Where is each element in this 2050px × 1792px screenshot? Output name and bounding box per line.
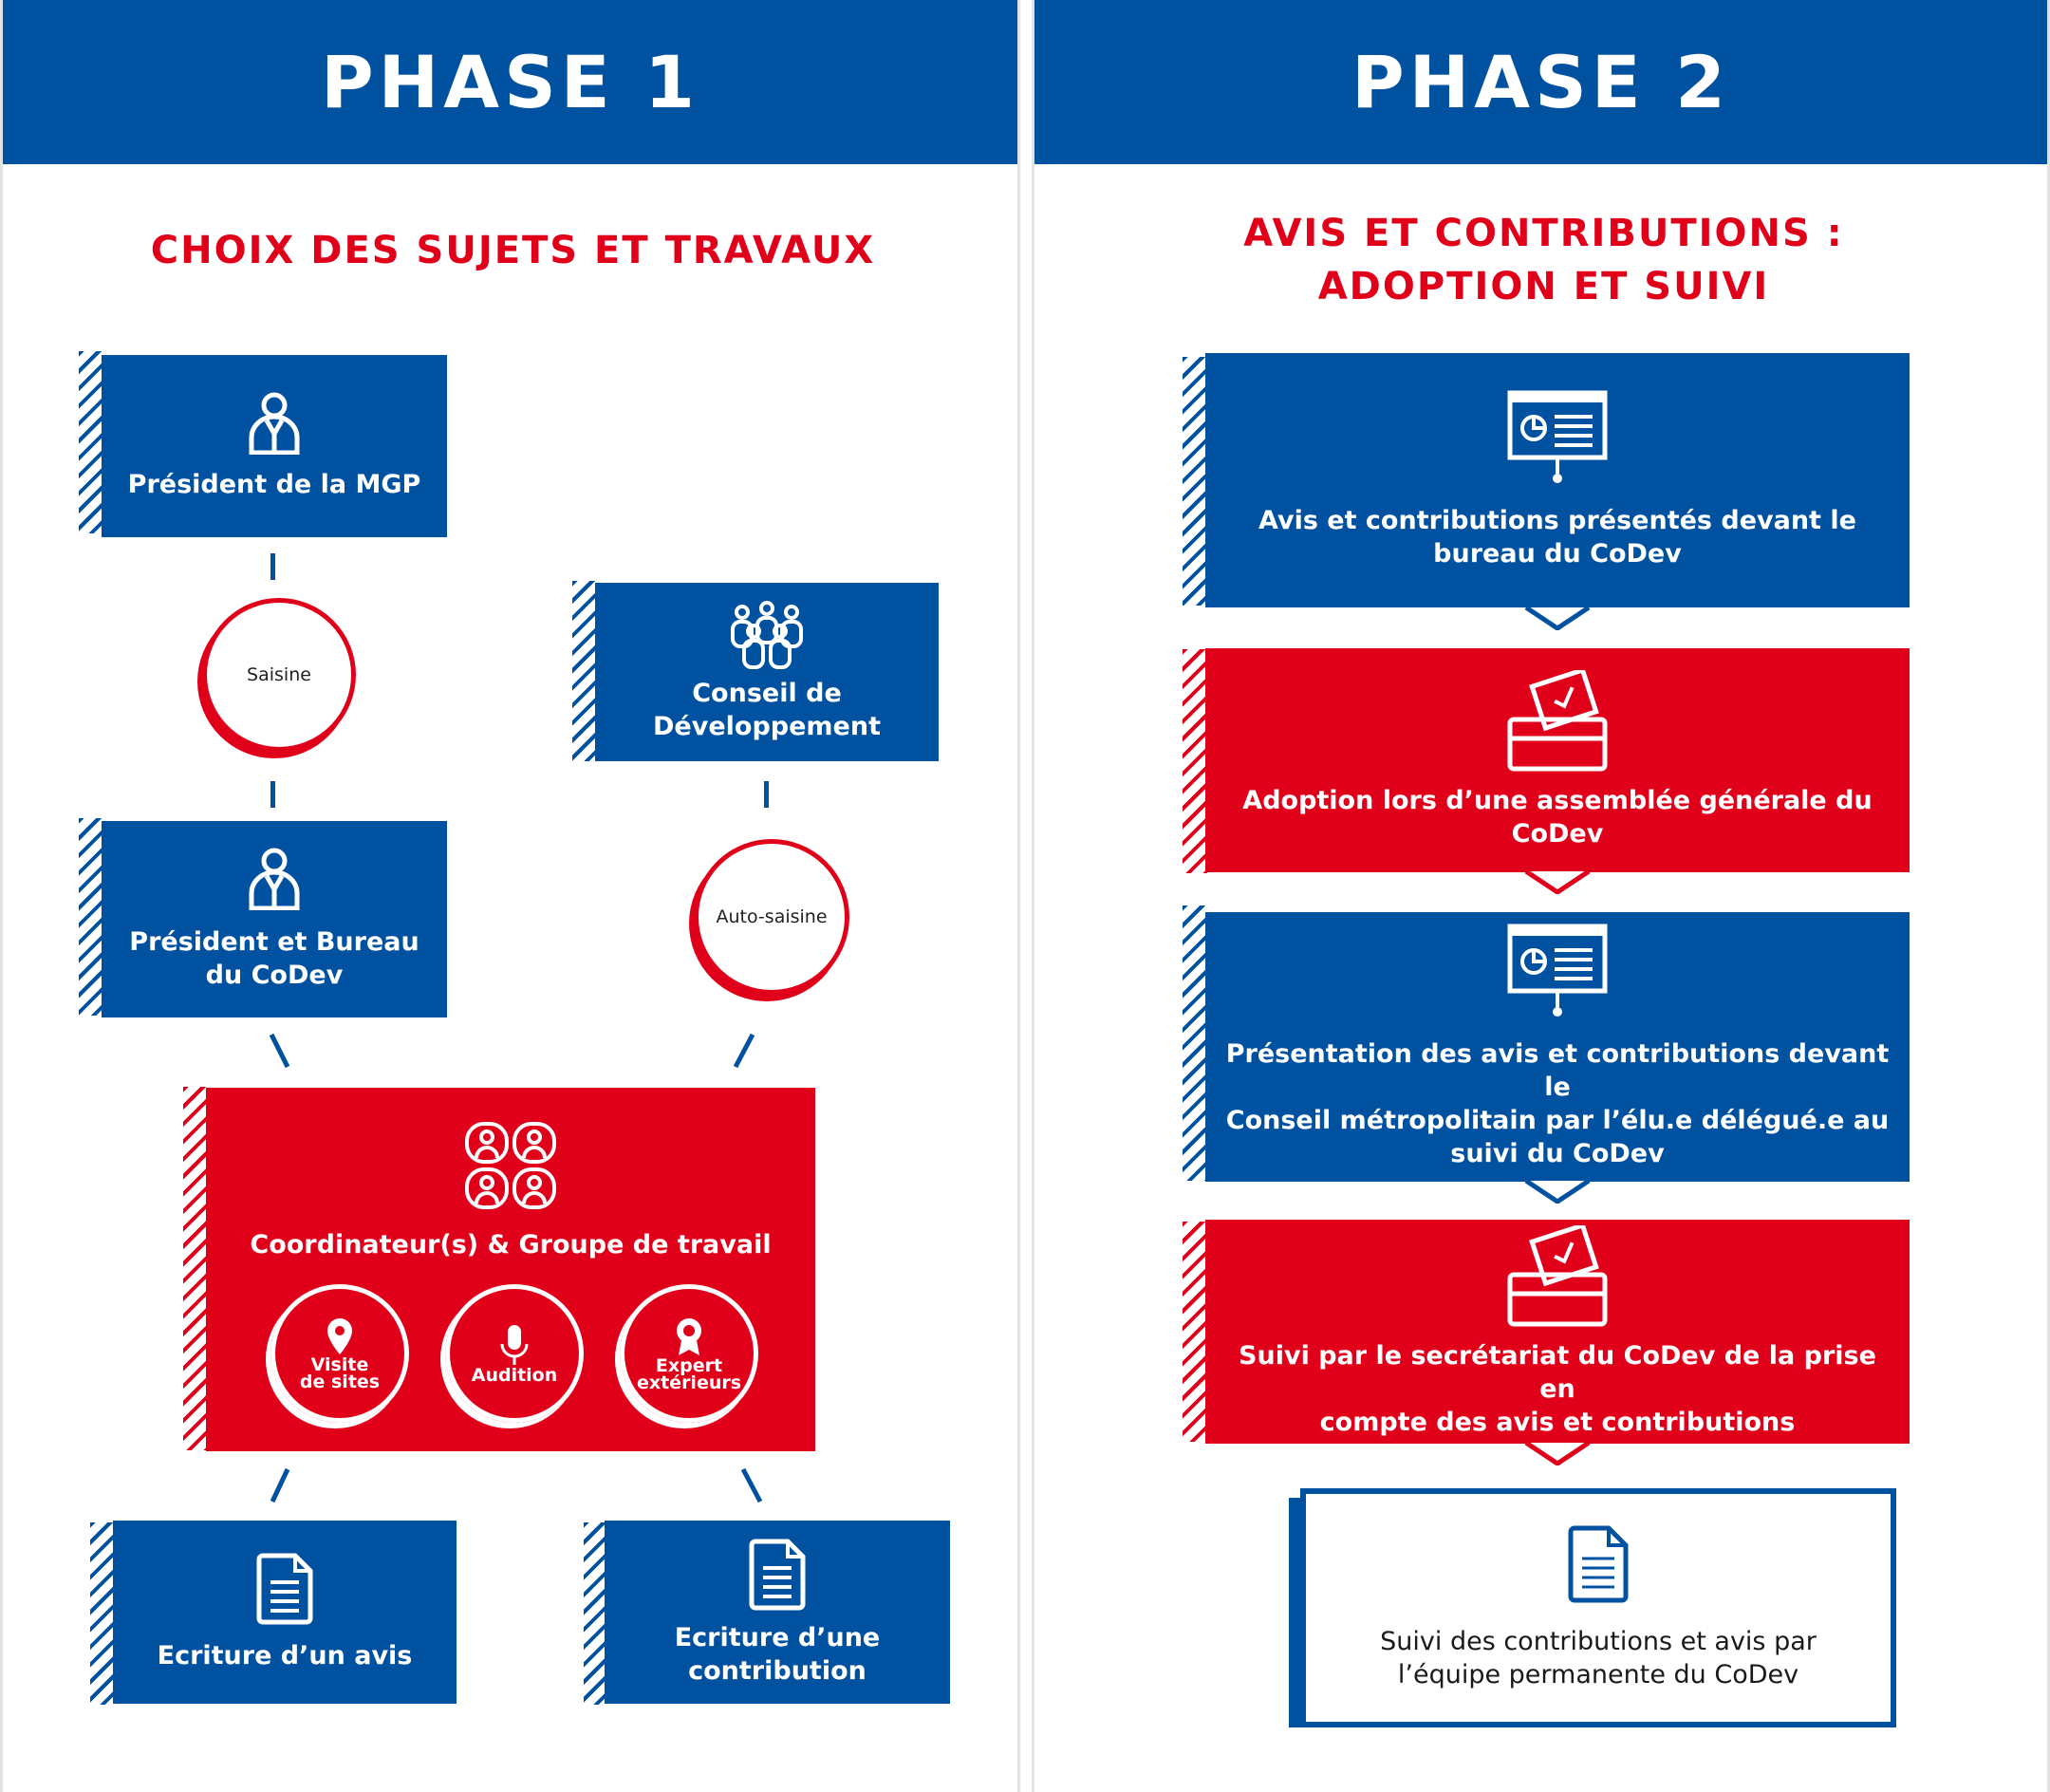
step2-label-2: CoDev: [1511, 819, 1604, 849]
work-group-icon: [463, 1120, 558, 1211]
step4-label-2: compte des avis et contributions: [1319, 1407, 1796, 1437]
visite-circle: [270, 1284, 409, 1423]
hatch-decoration: [1183, 649, 1207, 873]
president-mgp-label: Président de la MGP: [127, 469, 421, 499]
phase2-panel: [1032, 0, 2050, 1792]
hatch-decoration: [1183, 357, 1207, 606]
step5-label-1: Suivi des contributions et avis par: [1380, 1627, 1817, 1656]
chevron-down-icon: [1524, 1443, 1591, 1465]
step1-label-2: bureau du CoDev: [1433, 539, 1682, 569]
ballot-box-icon: [1504, 1225, 1611, 1328]
phase2-subtitle-line2: ADOPTION ET SUIVI: [1317, 265, 1770, 308]
step3-box: [1205, 912, 1910, 1182]
chevron-down-icon: [1524, 871, 1591, 894]
expert-label-1: Expert: [655, 1355, 723, 1376]
hatch-decoration: [183, 1087, 208, 1450]
step5-label-2: l’équipe permanente du CoDev: [1397, 1660, 1799, 1689]
connector: [743, 1469, 760, 1502]
visite-label-1: Visite: [310, 1354, 369, 1375]
president-bureau-label-2: du CoDev: [205, 960, 344, 990]
hatch-decoration: [1183, 905, 1207, 1181]
step5-box: [1300, 1488, 1896, 1727]
document-icon: [748, 1538, 807, 1612]
phase1-title: PHASE 1: [320, 40, 700, 124]
audition-label: Audition: [471, 1365, 558, 1386]
connector: [272, 1469, 288, 1502]
ecriture-contribution-label-1: Ecriture d’une: [674, 1622, 881, 1652]
president-bureau-label-1: Président et Bureau: [129, 926, 419, 957]
ecriture-contribution-label-2: contribution: [688, 1655, 867, 1686]
microphone-icon: [498, 1323, 531, 1367]
auto-saisine-label: Auto-saisine: [716, 906, 828, 927]
conseil-label-1: Conseil de: [692, 679, 842, 708]
saisine-label: Saisine: [247, 664, 311, 685]
document-icon: [1567, 1524, 1630, 1604]
ecriture-avis-label: Ecriture d’un avis: [157, 1641, 413, 1671]
step3-label-1: Présentation des avis et contributions devant le: [1225, 1039, 1890, 1102]
ballot-box-icon: [1504, 670, 1611, 773]
hatch-decoration: [90, 1522, 115, 1705]
visite-label-2: de sites: [299, 1372, 381, 1392]
step2-label-1: Adoption lors d’une assemblée générale du: [1242, 786, 1873, 815]
connector: [271, 1035, 288, 1067]
presentation-board-icon: [1507, 390, 1608, 485]
phase2-subtitle: [1034, 207, 2050, 313]
presentation-board-icon: [1507, 924, 1608, 1018]
conseil-label-2: Développement: [653, 712, 881, 741]
expert-label-2: extérieurs: [636, 1372, 742, 1393]
coordinateurs-label: Coordinateur(s) & Groupe de travail: [250, 1230, 772, 1260]
step1-box: [1205, 353, 1910, 607]
expert-circle: [620, 1284, 758, 1423]
phase2-subtitle-line1: AVIS ET CONTRIBUTIONS :: [1243, 212, 1844, 255]
step3-label-2: Conseil métropolitain par l’élu.e délégué.e au: [1225, 1106, 1890, 1135]
phase2-banner: [1034, 0, 2047, 164]
connector: [736, 1035, 753, 1067]
location-pin-icon: [326, 1316, 354, 1356]
step2-box: [1205, 648, 1910, 872]
step1-label-1: Avis et contributions présentés devant le: [1258, 506, 1856, 535]
chevron-down-icon: [1524, 1181, 1591, 1204]
audition-circle: [445, 1284, 584, 1423]
chevron-down-icon: [1524, 607, 1591, 630]
step4-box: [1205, 1220, 1910, 1444]
phase1-subtitle: CHOIX DES SUJETS ET TRAVAUX: [150, 229, 876, 272]
ecriture-avis-box: [113, 1521, 457, 1704]
phase2-title: PHASE 2: [1351, 40, 1731, 124]
document-icon: [255, 1552, 314, 1626]
step4-label-1: Suivi par le secrétariat du CoDev de la prise en: [1239, 1340, 1876, 1404]
phase1-panel: [0, 0, 1020, 1792]
step3-label-3: suivi du CoDev: [1450, 1139, 1665, 1168]
hatch-decoration: [1183, 1222, 1207, 1442]
ecriture-contribution-box: [605, 1521, 950, 1704]
award-badge-icon: [672, 1316, 706, 1357]
